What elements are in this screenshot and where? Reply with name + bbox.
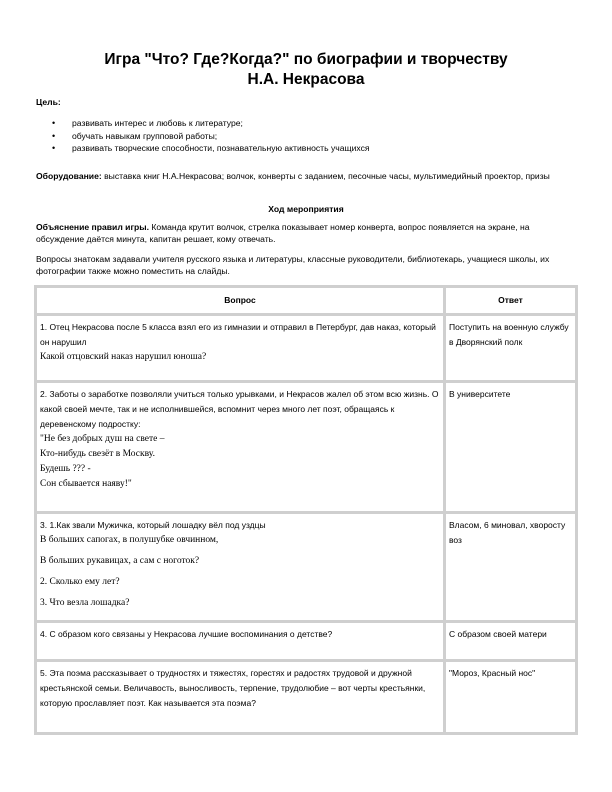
answer-cell: С образом своей матери	[446, 623, 575, 659]
header-answer: Ответ	[446, 288, 575, 313]
goal-item: • развивать интерес и любовь к литературе;	[36, 117, 370, 130]
goal-list	[36, 117, 370, 155]
title-line-1: Игра "Что? Где?Когда?" по биографии и творчеству	[104, 51, 508, 68]
verse-line: Будешь ??? -	[40, 464, 91, 474]
table-row	[37, 383, 575, 511]
verse-line: В больших сапогах, в полушубке овчинном,	[40, 535, 219, 545]
goal-item: • обучать навыкам групповой работы;	[36, 130, 370, 143]
question-text: Какой отцовский наказ нарушил юноша?	[40, 352, 207, 362]
table-row	[37, 514, 575, 620]
verse-line: Кто-нибудь свезёт в Москву.	[40, 449, 155, 459]
question-cell	[37, 383, 443, 511]
rules-text: Команда крутит волчок, стрелка показывает номер конверта, вопрос появляется на экране, на обсуждение даётся минута, капитан решает, кому отвечать.	[36, 222, 530, 244]
answer-cell: "Мороз, Красный нос"	[446, 662, 575, 732]
table-row	[37, 623, 575, 659]
verse-line: 3. Что везла лошадка?	[40, 598, 130, 608]
answer-cell: Власом, 6 миновал, хворосту воз	[446, 514, 575, 620]
question-cell: 4. С образом кого связаны у Некрасова лучшие воспоминания о детстве?	[37, 623, 443, 659]
rules-label: Объяснение правил игры.	[36, 222, 150, 232]
answer-cell: Поступить на военную службу в Дворянский полк	[446, 316, 575, 380]
verse-line: Сон сбывается наяву!"	[40, 479, 132, 489]
question-text: 1. Отец Некрасова после 5 класса взял его из гимназии и отправил в Петербург, дав наказ, который он нарушил	[40, 322, 436, 347]
rules-paragraph	[36, 221, 576, 245]
verse-line: "Не без добрых душ на свете –	[40, 434, 165, 444]
questions-table	[34, 285, 578, 735]
equipment-label: Оборудование:	[36, 171, 102, 181]
goal-label: Цель:	[36, 97, 61, 107]
question-cell	[37, 316, 443, 380]
authors-note: Вопросы знатокам задавали учителя русского языка и литературы, классные руководители, библиотекарь, учащиеся школы, их фотографии также можно поместить на слайды.	[36, 254, 550, 276]
document-title	[40, 50, 572, 90]
table-row	[37, 662, 575, 732]
verse-line: 2. Сколько ему лет?	[40, 577, 120, 587]
equipment-paragraph	[36, 170, 576, 182]
question-cell: 5. Эта поэма рассказывает о трудностях и тяжестях, горестях и радостях трудовой и дружной крестьянской семьи. Величавость, выносливость, терпение, трудолюбие – вот черты крестьянки, которую прославляет поэт. Как называется эта поэма?	[37, 662, 443, 732]
question-cell	[37, 514, 443, 620]
title-line-2: Н.А. Некрасова	[247, 71, 365, 88]
goal-item: • развивать творческие способности, познавательную активность учащихся	[36, 142, 370, 155]
question-text: 2. Заботы о заработке позволяли учиться только урывками, и Некрасов жалел об этом всю жизнь. О какой своей мечте, так и не исполнившейся, вспомнит через много лет поэт, обращаясь к деревенскому подростку:	[40, 389, 439, 429]
header-question: Вопрос	[37, 288, 443, 313]
section-heading: Ход мероприятия	[268, 204, 344, 214]
verse-line: В больших рукавицах, а сам с ноготок?	[40, 556, 200, 566]
equipment-text: выставка книг Н.А.Некрасова; волчок, конверты с заданием, песочные часы, мультимедийный проектор, призы	[101, 171, 550, 181]
answer-cell: В университете	[446, 383, 575, 511]
table-header-row	[37, 288, 575, 313]
table-row	[37, 316, 575, 380]
question-text: 3. 1.Как звали Мужичка, который лошадку вёл под уздцы	[40, 520, 266, 530]
